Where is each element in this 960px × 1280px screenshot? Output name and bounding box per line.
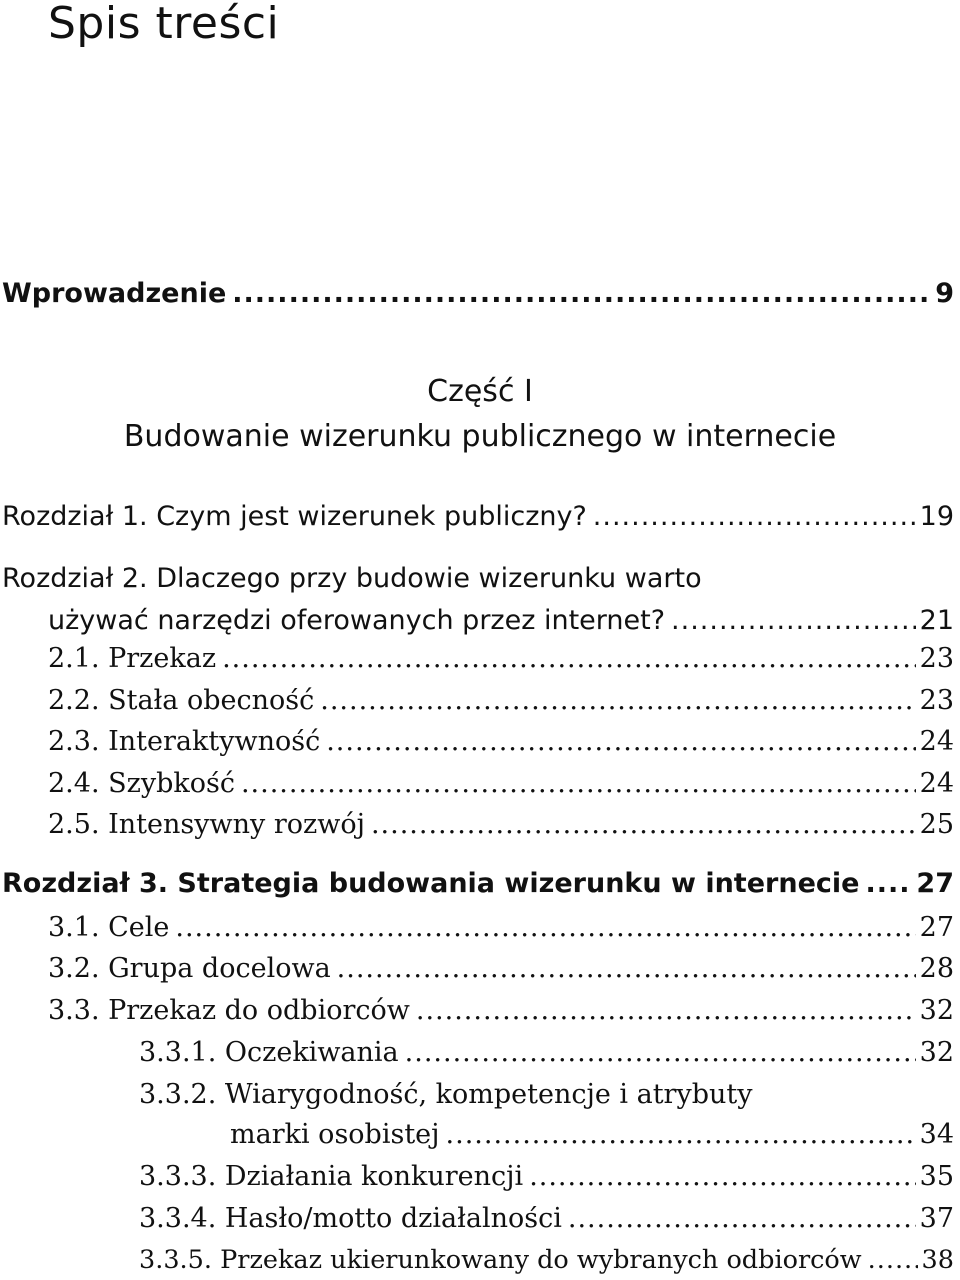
toc-subsection-3-3-3: [139, 1159, 954, 1195]
toc-entry-label: Wprowadzenie: [2, 278, 227, 309]
dot-leader: [416, 993, 916, 1029]
toc-page-number: 27: [916, 868, 954, 899]
toc-entry-label: marki osobistej: [230, 1119, 440, 1150]
toc-subsection-3-3-4: [139, 1201, 954, 1237]
dot-leader: [320, 683, 915, 719]
toc-subsection-3-3-2: [230, 1117, 954, 1153]
toc-page-number: 35: [919, 1161, 954, 1192]
dot-leader: [337, 951, 916, 987]
dot-leader: [868, 1242, 918, 1278]
toc-section-3-3: [48, 993, 954, 1029]
toc-page-number: 32: [919, 995, 954, 1026]
toc-entry-label: 3.3.4. Hasło/motto działalności: [139, 1203, 562, 1234]
toc-entry-label: 3.3.1. Oczekiwania: [139, 1037, 399, 1068]
dot-leader: [241, 766, 916, 802]
toc-page-number: 23: [919, 643, 954, 674]
toc-page-number: 38: [921, 1245, 954, 1275]
toc-page-number: 19: [919, 501, 954, 532]
toc-entry-label: 3.3. Przekaz do odbiorców: [48, 995, 410, 1026]
toc-entry-label: używać narzędzi oferowanych przez internet?: [48, 605, 666, 636]
part-heading-number: Część I: [427, 374, 533, 409]
toc-entry-label: 2.3. Interaktywność: [48, 726, 321, 757]
dot-leader: [326, 724, 915, 760]
toc-chapter-2: [48, 603, 954, 639]
toc-entry-label: Rozdział 1. Czym jest wizerunek publiczny?: [2, 501, 587, 532]
part-heading-title: Budowanie wizerunku publicznego w internecie: [123, 419, 837, 454]
toc-entry-label: 2.2. Stała obecność: [48, 685, 315, 716]
toc-page-number: 24: [919, 768, 954, 799]
toc-page-number: 32: [919, 1037, 954, 1068]
toc-page-number: 24: [919, 726, 954, 757]
dot-leader: [568, 1201, 916, 1237]
toc-page-number: 21: [919, 605, 954, 636]
dot-leader: [232, 276, 931, 312]
toc-chapter-2-line1: Rozdział 2. Dlaczego przy budowie wizerunku warto: [2, 563, 702, 594]
toc-page-number: 23: [919, 685, 954, 716]
toc-section-2-3: [48, 724, 954, 760]
dot-leader: [405, 1035, 916, 1071]
dot-leader: [371, 807, 916, 843]
dot-leader: [446, 1117, 916, 1153]
toc-page-number: 9: [935, 278, 954, 309]
toc-entry-label: Rozdział 3. Strategia budowania wizerunku w internecie: [2, 868, 860, 899]
toc-entry-label: 3.2. Grupa docelowa: [48, 953, 331, 984]
page-title: Spis treści: [48, 0, 280, 49]
toc-entry-label: 2.4. Szybkość: [48, 768, 235, 799]
toc-page-number: 37: [919, 1203, 954, 1234]
toc-section-2-4: [48, 766, 954, 802]
toc-entry-label: 3.1. Cele: [48, 912, 170, 943]
toc-page-number: 28: [919, 953, 954, 984]
toc-entry-label: 3.3.3. Działania konkurencji: [139, 1161, 524, 1192]
toc-page-number: 25: [919, 809, 954, 840]
toc-subsection-3-3-5: [139, 1242, 954, 1278]
toc-section-3-2: [48, 951, 954, 987]
toc-chapter-3: [2, 866, 954, 902]
toc-subsection-3-3-1: [139, 1035, 954, 1071]
toc-entry-label: 2.1. Przekaz: [48, 643, 217, 674]
dot-leader: [865, 866, 912, 902]
toc-page-number: 34: [919, 1119, 954, 1150]
toc-entry-label: 3.3.5. Przekaz ukierunkowany do wybranych odbiorców: [139, 1245, 862, 1275]
toc-entry-label: 2.5. Intensywny rozwój: [48, 809, 365, 840]
dot-leader: [593, 499, 916, 535]
toc-section-2-5: [48, 807, 954, 843]
toc-section-3-1: [48, 910, 954, 946]
toc-section-2-1: [48, 641, 954, 677]
dot-leader: [671, 603, 916, 639]
toc-section-2-2: [48, 683, 954, 719]
dot-leader: [529, 1159, 915, 1195]
toc-page-number: 27: [919, 912, 954, 943]
toc-subsection-3-3-2-line1: 3.3.2. Wiarygodność, kompetencje i atrybuty: [139, 1079, 753, 1110]
dot-leader: [175, 910, 915, 946]
toc-chapter-1: [2, 499, 954, 535]
dot-leader: [222, 641, 916, 677]
toc-entry-intro: [2, 276, 954, 312]
